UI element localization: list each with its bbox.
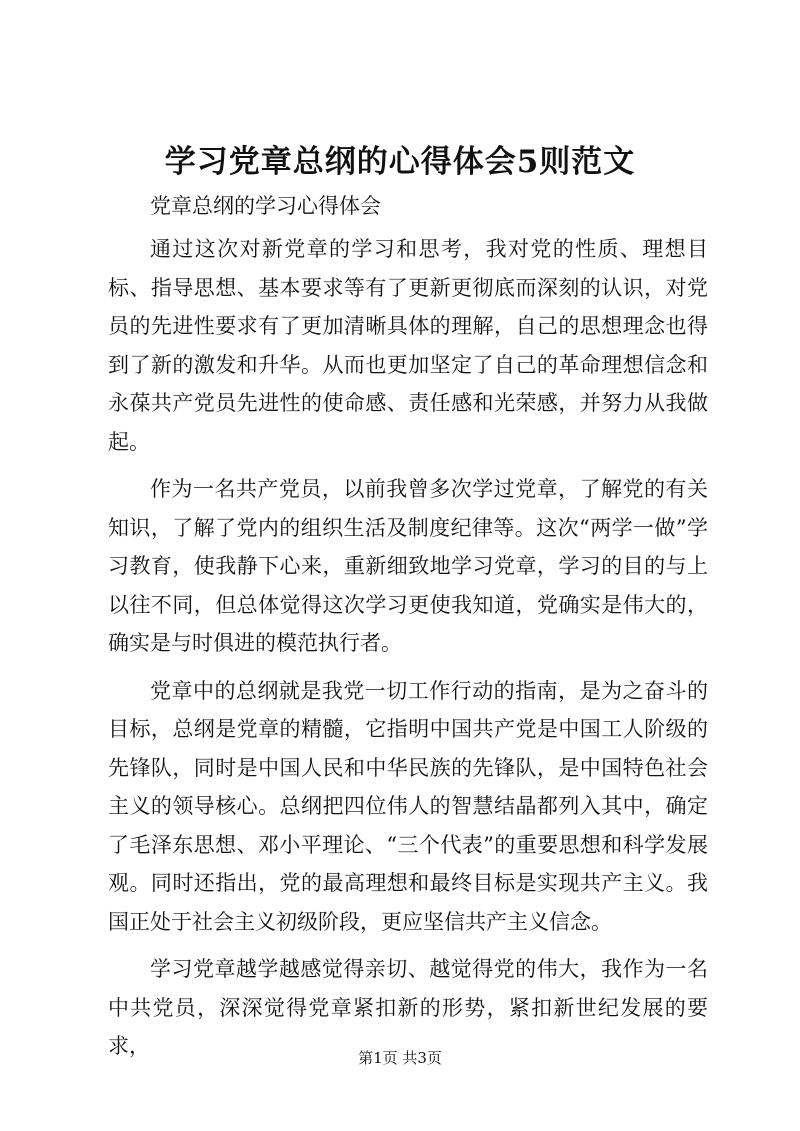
paragraph-4: 学习党章越学越感觉得亲切、越觉得党的伟大，我作为一名中共党员，深深觉得党章紧扣新的形势，紧扣新世纪发展的要求， (108, 957, 708, 1058)
paragraph-2: 作为一名共产党员，以前我曾多次学过党章，了解党的有关知识，了解了党内的组织生活及制度纪律等。这次“两学一做”学习教育，使我静下心来，重新细致地学习党章，学习的目的与上以往不同，但总体觉得这次学习更使我知道，党确实是伟大的，确实是与时俱进的模范执行者。 (108, 477, 708, 655)
document-title: 学习党章总纲的心得体会5则范文 (164, 144, 636, 180)
page-number-footer: 第1页 共3页 (358, 1049, 442, 1067)
paragraph-3: 党章中的总纲就是我党一切工作行动的指南，是为之奋斗的目标，总纲是党章的精髓，它指明中国共产党是中国工人阶级的先锋队，同时是中国人民和中华民族的先锋队，是中国特色社会主义的领导核心。总纲把四位伟人的智慧结晶都列入其中，确定了毛泽东思想、邓小平理论、“三个代表”的重要思想和科学发展观。同时还指出，党的最高理想和最终目标是实现共产主义。我国正处于社会主义初级阶段，更应坚信共产主义信念。 (108, 678, 708, 934)
document-subtitle: 党章总纲的学习心得体会 (150, 194, 381, 218)
paragraph-1: 通过这次对新党章的学习和思考，我对党的性质、理想目标、指导思想、基本要求等有了更新更彻底而深刻的认识，对党员的先进性要求有了更加清晰具体的理解，自己的思想理念也得到了新的激发和升华。从而也更加坚定了自己的革命理想信念和永葆共产党员先进性的使命感、责任感和光荣感，并努力从我做起。 (108, 237, 708, 454)
document-body (108, 230, 708, 1066)
